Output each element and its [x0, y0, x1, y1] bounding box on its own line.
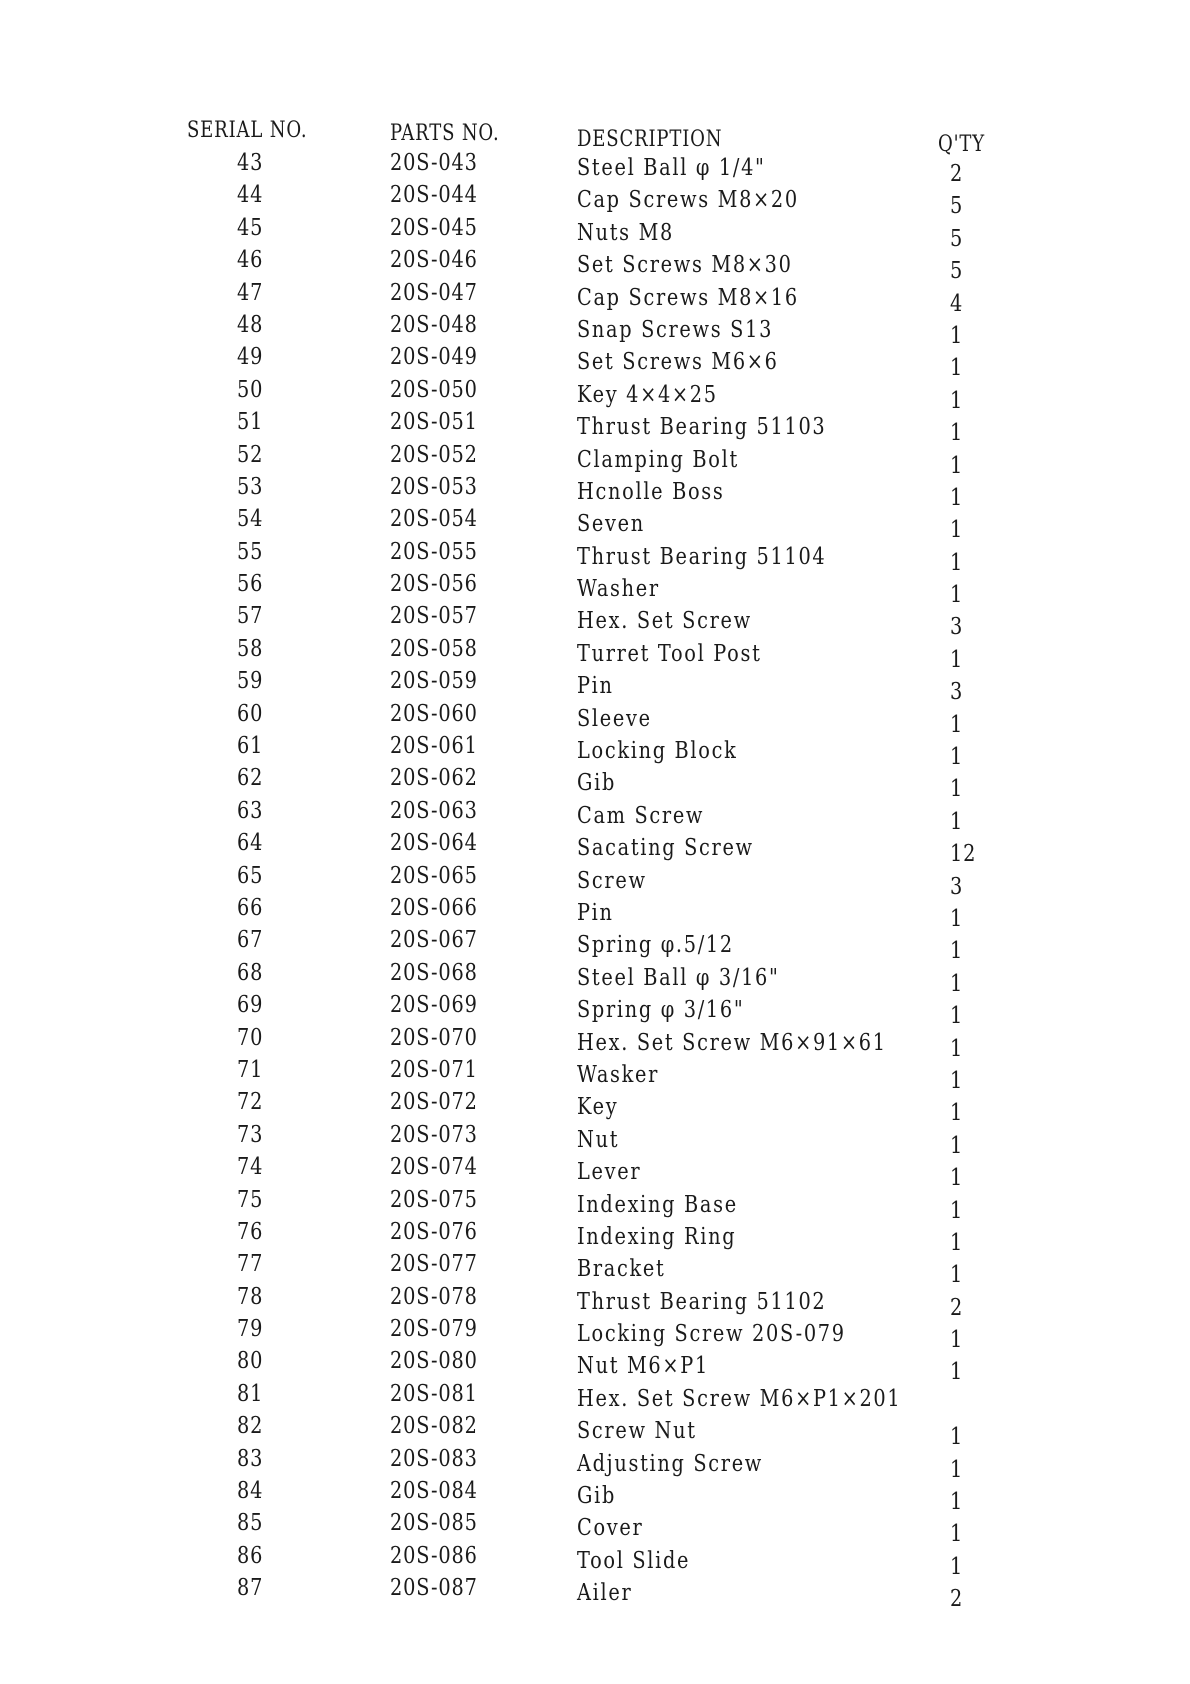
qty-cell: 1: [950, 420, 964, 447]
description-cell: Thrust Bearing 51103: [577, 414, 827, 441]
description-cell: Sleeve: [577, 705, 652, 732]
description-cell: Nut M6×P1: [577, 1353, 709, 1380]
table-row: [0, 603, 1190, 641]
table-row: [0, 1413, 1190, 1451]
table-row: [0, 1218, 1190, 1256]
table-row: [0, 830, 1190, 868]
parts-no-cell: 20S-052: [390, 441, 478, 468]
table-row: [0, 1478, 1190, 1516]
table-row: [0, 247, 1190, 285]
table-row: [0, 214, 1190, 252]
table-row: [0, 1024, 1190, 1062]
description-cell: Steel Ball φ 1/4": [577, 155, 766, 181]
parts-no-cell: 20S-066: [390, 894, 478, 921]
parts-no-cell: 20S-061: [390, 733, 478, 760]
description-cell: Steel Ball φ 3/16": [577, 964, 780, 991]
serial-no-cell: 78: [237, 1283, 264, 1310]
qty-cell: 1: [950, 1262, 964, 1289]
qty-cell: 1: [950, 484, 964, 511]
qty-cell: 1: [950, 1424, 964, 1451]
description-cell: Nut: [577, 1126, 620, 1153]
qty-cell: 1: [950, 1100, 964, 1127]
description-cell: Cap Screws M8×20: [577, 187, 799, 214]
table-row: [0, 1316, 1190, 1354]
qty-cell: 1: [950, 776, 964, 803]
header-description: DESCRIPTION: [577, 127, 723, 152]
qty-cell: 2: [950, 161, 964, 187]
parts-no-cell: 20S-078: [390, 1283, 478, 1310]
qty-cell: 1: [950, 711, 964, 738]
table-row: [0, 1510, 1190, 1548]
parts-no-cell: 20S-051: [390, 409, 478, 436]
table-row: [0, 538, 1190, 576]
description-cell: Lever: [577, 1159, 642, 1186]
parts-no-cell: 20S-060: [390, 700, 478, 727]
serial-no-cell: 70: [237, 1024, 264, 1051]
serial-no-cell: 56: [237, 571, 264, 598]
description-cell: Seven: [577, 511, 645, 538]
serial-no-cell: 67: [237, 927, 264, 954]
header-qty: Q'TY: [938, 132, 985, 157]
qty-cell: 4: [950, 290, 964, 317]
parts-no-cell: 20S-081: [390, 1380, 478, 1407]
table-row: [0, 506, 1190, 544]
qty-cell: 1: [950, 452, 964, 479]
parts-no-cell: 20S-046: [390, 247, 478, 274]
serial-no-cell: 81: [237, 1380, 264, 1407]
table-row: [0, 1251, 1190, 1289]
description-cell: Sacating Screw: [577, 835, 754, 862]
table-row: [0, 473, 1190, 511]
header-serial-no: SERIAL NO.: [187, 118, 308, 143]
qty-cell: 1: [950, 355, 964, 382]
description-cell: Pin: [577, 673, 614, 700]
serial-no-cell: 74: [237, 1154, 264, 1181]
table-row: [0, 1445, 1190, 1483]
serial-no-cell: 57: [237, 603, 264, 630]
description-cell: Adjusting Screw: [577, 1450, 764, 1477]
qty-cell: 1: [950, 905, 964, 932]
serial-no-cell: 85: [237, 1510, 264, 1537]
serial-no-cell: 53: [237, 473, 264, 500]
parts-no-cell: 20S-044: [390, 182, 478, 209]
description-cell: Tool Slide: [577, 1547, 691, 1574]
serial-no-cell: 43: [237, 150, 264, 176]
table-row: [0, 182, 1190, 220]
parts-table-body: [0, 150, 1190, 1613]
table-row: [0, 376, 1190, 414]
parts-no-cell: 20S-047: [390, 279, 478, 306]
description-cell: Spring φ.5/12: [577, 932, 734, 959]
description-cell: Snap Screws S13: [577, 316, 774, 343]
parts-no-cell: 20S-056: [390, 571, 478, 598]
serial-no-cell: 65: [237, 862, 264, 889]
qty-cell: 1: [950, 646, 964, 673]
table-row: [0, 765, 1190, 803]
serial-no-cell: 86: [237, 1542, 264, 1569]
parts-no-cell: 20S-054: [390, 506, 478, 533]
parts-no-cell: 20S-083: [390, 1445, 478, 1472]
qty-cell: 1: [950, 808, 964, 835]
description-cell: Bracket: [577, 1256, 666, 1283]
description-cell: Key 4×4×25: [577, 381, 718, 408]
serial-no-cell: 54: [237, 506, 264, 533]
serial-no-cell: 73: [237, 1121, 264, 1148]
table-row: [0, 927, 1190, 965]
table-row: [0, 344, 1190, 382]
qty-cell: 1: [950, 1359, 964, 1386]
table-row: [0, 279, 1190, 317]
qty-cell: 1: [950, 1456, 964, 1483]
description-cell: Washer: [577, 576, 660, 603]
serial-no-cell: 77: [237, 1251, 264, 1278]
table-row: [0, 1542, 1190, 1580]
table-row: [0, 1056, 1190, 1094]
description-cell: Set Screws M6×6: [577, 349, 779, 376]
parts-no-cell: 20S-071: [390, 1056, 478, 1083]
description-cell: Clamping Bolt: [577, 446, 739, 473]
parts-no-cell: 20S-053: [390, 473, 478, 500]
qty-cell: 1: [950, 549, 964, 576]
qty-cell: 1: [950, 1165, 964, 1192]
qty-cell: 1: [950, 517, 964, 544]
description-cell: Cam Screw: [577, 802, 705, 829]
description-cell: Gib: [577, 770, 617, 797]
qty-cell: 1: [950, 1132, 964, 1159]
serial-no-cell: 58: [237, 635, 264, 662]
qty-cell: 1: [950, 582, 964, 609]
table-row: [0, 959, 1190, 997]
parts-no-cell: 20S-057: [390, 603, 478, 630]
table-row: [0, 700, 1190, 738]
parts-no-cell: 20S-049: [390, 344, 478, 371]
table-row: [0, 733, 1190, 771]
serial-no-cell: 79: [237, 1316, 264, 1343]
qty-cell: 3: [950, 614, 964, 641]
table-row: [0, 635, 1190, 673]
serial-no-cell: 82: [237, 1413, 264, 1440]
description-cell: Screw: [577, 867, 647, 894]
qty-cell: 2: [950, 1586, 964, 1613]
description-cell: Cover: [577, 1515, 644, 1542]
header-parts-no: PARTS NO.: [390, 121, 500, 146]
serial-no-cell: 60: [237, 700, 264, 727]
description-cell: Turret Tool Post: [577, 640, 762, 667]
parts-no-cell: 20S-075: [390, 1186, 478, 1213]
table-row: [0, 894, 1190, 932]
qty-cell: 1: [950, 1489, 964, 1516]
parts-no-cell: 20S-043: [390, 150, 478, 176]
table-row: [0, 862, 1190, 900]
table-row: [0, 441, 1190, 479]
table-row: [0, 571, 1190, 609]
qty-cell: 1: [950, 744, 964, 771]
description-cell: Nuts M8: [577, 219, 675, 246]
qty-cell: 1: [950, 1327, 964, 1354]
description-cell: Pin: [577, 899, 614, 926]
serial-no-cell: 45: [237, 214, 264, 241]
description-cell: Hcnolle Boss: [577, 478, 725, 505]
serial-no-cell: 62: [237, 765, 264, 792]
qty-cell: 1: [950, 938, 964, 965]
parts-no-cell: 20S-070: [390, 1024, 478, 1051]
serial-no-cell: 63: [237, 797, 264, 824]
table-row: [0, 311, 1190, 349]
parts-no-cell: 20S-050: [390, 376, 478, 403]
description-cell: Spring φ 3/16": [577, 997, 745, 1024]
serial-no-cell: 83: [237, 1445, 264, 1472]
description-cell: Wasker: [577, 1061, 660, 1088]
parts-no-cell: 20S-076: [390, 1218, 478, 1245]
serial-no-cell: 61: [237, 733, 264, 760]
serial-no-cell: 49: [237, 344, 264, 371]
serial-no-cell: 80: [237, 1348, 264, 1375]
qty-cell: 12: [950, 841, 977, 868]
qty-cell: 1: [950, 1003, 964, 1030]
serial-no-cell: 46: [237, 247, 264, 274]
qty-cell: 1: [950, 970, 964, 997]
description-cell: Locking Block: [577, 738, 738, 765]
table-row: [0, 1186, 1190, 1224]
description-cell: Key: [577, 1094, 619, 1121]
parts-no-cell: 20S-068: [390, 959, 478, 986]
parts-no-cell: 20S-062: [390, 765, 478, 792]
serial-no-cell: 47: [237, 279, 264, 306]
serial-no-cell: 66: [237, 894, 264, 921]
description-cell: Hex. Set Screw M6×91×61: [577, 1029, 887, 1056]
parts-no-cell: 20S-048: [390, 311, 478, 338]
description-cell: Hex. Set Screw M6×P1×201: [577, 1385, 902, 1412]
serial-no-cell: 76: [237, 1218, 264, 1245]
description-cell: Locking Screw 20S-079: [577, 1321, 846, 1348]
description-cell: Set Screws M8×30: [577, 252, 793, 279]
qty-cell: 1: [950, 1521, 964, 1548]
table-row: [0, 797, 1190, 835]
table-row: [0, 1121, 1190, 1159]
serial-no-cell: 68: [237, 959, 264, 986]
parts-no-cell: 20S-055: [390, 538, 478, 565]
parts-no-cell: 20S-079: [390, 1316, 478, 1343]
description-cell: Indexing Ring: [577, 1223, 737, 1250]
table-row: [0, 1154, 1190, 1192]
serial-no-cell: 75: [237, 1186, 264, 1213]
qty-cell: 1: [950, 1067, 964, 1094]
parts-no-cell: 20S-082: [390, 1413, 478, 1440]
description-cell: Screw Nut: [577, 1418, 697, 1445]
description-cell: Thrust Bearing 51102: [577, 1288, 827, 1315]
qty-cell: 2: [950, 1294, 964, 1321]
parts-no-cell: 20S-087: [390, 1575, 478, 1602]
serial-no-cell: 87: [237, 1575, 264, 1602]
serial-no-cell: 72: [237, 1089, 264, 1116]
parts-no-cell: 20S-086: [390, 1542, 478, 1569]
table-row: [0, 150, 1190, 187]
serial-no-cell: 64: [237, 830, 264, 857]
serial-no-cell: 51: [237, 409, 264, 436]
serial-no-cell: 69: [237, 992, 264, 1019]
qty-cell: 1: [950, 322, 964, 349]
qty-cell: 5: [950, 225, 964, 252]
qty-cell: 1: [950, 387, 964, 414]
parts-no-cell: 20S-085: [390, 1510, 478, 1537]
qty-cell: 1: [950, 1553, 964, 1580]
description-cell: Hex. Set Screw: [577, 608, 752, 635]
qty-cell: 1: [950, 1197, 964, 1224]
table-row: [0, 1283, 1190, 1321]
table-row: [0, 668, 1190, 706]
serial-no-cell: 52: [237, 441, 264, 468]
table-row: [0, 1348, 1190, 1386]
qty-cell: 1: [950, 1229, 964, 1256]
parts-no-cell: 20S-067: [390, 927, 478, 954]
serial-no-cell: 59: [237, 668, 264, 695]
serial-no-cell: 71: [237, 1056, 264, 1083]
serial-no-cell: 55: [237, 538, 264, 565]
serial-no-cell: 44: [237, 182, 264, 209]
table-row: [0, 1089, 1190, 1127]
parts-no-cell: 20S-069: [390, 992, 478, 1019]
parts-no-cell: 20S-080: [390, 1348, 478, 1375]
qty-cell: 5: [950, 193, 964, 220]
qty-cell: 1: [950, 1035, 964, 1062]
parts-no-cell: 20S-064: [390, 830, 478, 857]
description-cell: Gib: [577, 1483, 617, 1510]
serial-no-cell: 50: [237, 376, 264, 403]
table-row: [0, 409, 1190, 447]
parts-no-cell: 20S-084: [390, 1478, 478, 1505]
table-row: [0, 992, 1190, 1030]
qty-cell: 3: [950, 873, 964, 900]
parts-no-cell: 20S-077: [390, 1251, 478, 1278]
parts-no-cell: 20S-065: [390, 862, 478, 889]
parts-no-cell: 20S-059: [390, 668, 478, 695]
description-cell: Indexing Base: [577, 1191, 738, 1218]
parts-no-cell: 20S-045: [390, 214, 478, 241]
qty-cell: 3: [950, 679, 964, 706]
table-row: [0, 1575, 1190, 1613]
parts-no-cell: 20S-072: [390, 1089, 478, 1116]
serial-no-cell: 48: [237, 311, 264, 338]
serial-no-cell: 84: [237, 1478, 264, 1505]
description-cell: Ailer: [577, 1580, 633, 1607]
description-cell: Cap Screws M8×16: [577, 284, 799, 311]
parts-no-cell: 20S-073: [390, 1121, 478, 1148]
parts-no-cell: 20S-063: [390, 797, 478, 824]
qty-cell: 5: [950, 258, 964, 285]
table-row: [0, 1381, 1190, 1413]
description-cell: Thrust Bearing 51104: [577, 543, 827, 570]
parts-no-cell: 20S-058: [390, 635, 478, 662]
parts-no-cell: 20S-074: [390, 1154, 478, 1181]
